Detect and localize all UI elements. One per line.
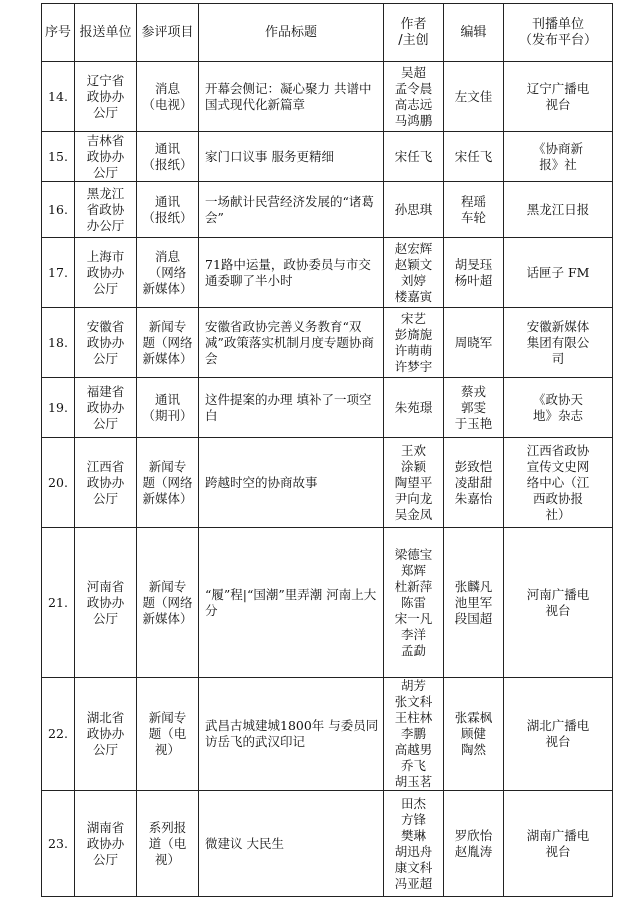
author-name: 孟令晨 [394, 80, 433, 96]
table-row [42, 678, 613, 791]
table-row [42, 528, 613, 678]
header-row [42, 4, 613, 62]
author-cell [384, 528, 444, 678]
author-name: 乔飞 [400, 758, 426, 773]
header-category: 参评项目 [137, 4, 199, 62]
submitting-unit: 福建省 政协办 公厅 [75, 378, 137, 438]
editor-name: 周晓军 [454, 334, 493, 350]
row-number: 22. [42, 678, 75, 791]
author-cell [384, 438, 444, 528]
editor-name: 杨叶超 [454, 272, 493, 288]
author-name: 高越男 [394, 742, 433, 757]
submitting-unit: 吉林省 政协办 公厅 [75, 132, 137, 182]
author-name: 李洋 [400, 626, 426, 642]
author-name: 宋任飞 [394, 148, 433, 164]
author-name: 陈雷 [400, 594, 426, 610]
editor-name: 罗欣怡 [454, 827, 493, 843]
editor-name: 车轮 [460, 209, 486, 225]
publisher: 河南广播电 视台 [504, 528, 613, 678]
header-author: 作者 /主创 [384, 4, 444, 62]
author-name: 赵宏辉 [394, 240, 433, 256]
submitting-unit: 湖南省 政协办 公厅 [75, 791, 137, 897]
publisher: 黑龙江日报 [504, 182, 613, 238]
entry-category: 新闻专 题（网络 新媒体） [137, 528, 199, 678]
author-name: 马鸿鹏 [394, 112, 433, 128]
row-number: 18. [42, 308, 75, 378]
editor-name: 蔡戎 [460, 383, 486, 399]
submitting-unit: 安徽省 政协办 公厅 [75, 308, 137, 378]
publisher: 辽宁广播电 视台 [504, 62, 613, 132]
entry-category: 消息 （电视） [137, 62, 199, 132]
row-number: 14. [42, 62, 75, 132]
work-title: 跨越时空的协商故事 [199, 438, 384, 528]
editor-cell [444, 132, 504, 182]
author-cell [384, 62, 444, 132]
table-row [42, 238, 613, 308]
entry-category: 通讯 （期刊） [137, 378, 199, 438]
table-row [42, 132, 613, 182]
work-title: 家门口议事 服务更精细 [199, 132, 384, 182]
submitting-unit: 湖北省 政协办 公厅 [75, 678, 137, 791]
editor-name: 顾健 [460, 726, 486, 741]
table-row [42, 438, 613, 528]
publisher: 湖南广播电 视台 [504, 791, 613, 897]
row-number: 19. [42, 378, 75, 438]
publisher: 湖北广播电 视台 [504, 678, 613, 791]
editor-cell [444, 528, 504, 678]
author-name: 胡迅舟 [394, 843, 433, 859]
submitting-unit: 上海市 政协办 公厅 [75, 238, 137, 308]
author-name: 田杰 [400, 795, 426, 811]
editor-name: 池里军 [454, 594, 493, 610]
editor-name: 陶然 [460, 742, 486, 757]
editor-name: 程瑶 [460, 193, 486, 209]
editor-name: 胡旻珏 [454, 256, 493, 272]
header-publisher: 刊播单位 （发布平台） [504, 4, 613, 62]
author-name: 樊琳 [400, 827, 426, 843]
author-name: 朱苑璟 [394, 399, 433, 415]
author-name: 吴超 [400, 64, 426, 80]
author-name: 许萌萌 [394, 342, 433, 358]
author-cell [384, 378, 444, 438]
table-row [42, 182, 613, 238]
header-title: 作品标题 [199, 4, 384, 62]
work-title: 微建议 大民生 [199, 791, 384, 897]
publisher: 《政协天 地》杂志 [504, 378, 613, 438]
author-name: 刘婷 [400, 272, 426, 288]
author-name: 郑辉 [400, 562, 426, 578]
author-name: 王欢 [400, 442, 426, 458]
table-row [42, 791, 613, 897]
editor-name: 左文佳 [454, 88, 493, 104]
row-number: 21. [42, 528, 75, 678]
author-cell [384, 308, 444, 378]
row-number: 16. [42, 182, 75, 238]
author-name: 宋一凡 [394, 610, 433, 626]
editor-cell [444, 678, 504, 791]
table-body [42, 62, 613, 897]
editor-cell [444, 438, 504, 528]
editor-name: 郭雯 [460, 399, 486, 415]
author-name: 宋艺 [400, 310, 426, 326]
work-title: 71路中运量，政协委员与市交通委聊了半小时 [199, 238, 384, 308]
editor-name: 张霖枫 [454, 710, 493, 725]
author-cell [384, 182, 444, 238]
entry-category: 系列报 道（电 视） [137, 791, 199, 897]
editor-cell [444, 182, 504, 238]
author-name: 许梦宇 [394, 358, 433, 374]
author-cell [384, 678, 444, 791]
author-name: 孙思琪 [394, 201, 433, 217]
author-name: 高志远 [394, 96, 433, 112]
author-name: 李鹏 [400, 726, 426, 741]
editor-name: 朱嘉怡 [454, 490, 493, 506]
author-name: 王柱林 [394, 710, 433, 725]
editor-cell [444, 308, 504, 378]
author-name: 康文科 [394, 859, 433, 875]
editor-name: 宋任飞 [454, 148, 493, 164]
row-number: 23. [42, 791, 75, 897]
row-number: 20. [42, 438, 75, 528]
work-title: 安徽省政协完善义务教育“双减”政策落实机制月度专题协商会 [199, 308, 384, 378]
author-name: 胡芳 [400, 678, 426, 693]
author-name: 胡玉茗 [394, 774, 433, 789]
author-name: 楼嘉寅 [394, 288, 433, 304]
editor-cell [444, 238, 504, 308]
author-name: 彭旖旎 [394, 326, 433, 342]
author-name: 方锋 [400, 811, 426, 827]
author-cell [384, 238, 444, 308]
publisher: 安徽新媒体 集团有限公 司 [504, 308, 613, 378]
awards-table [41, 3, 613, 897]
author-name: 吴金凤 [394, 506, 433, 522]
entry-category: 通讯 （报纸） [137, 182, 199, 238]
author-name: 赵颖文 [394, 256, 433, 272]
work-title: 武昌古城建城1800年 与委员同访岳飞的武汉印记 [199, 678, 384, 791]
table-row [42, 378, 613, 438]
author-name: 梁德宝 [394, 546, 433, 562]
header-editor: 编辑 [444, 4, 504, 62]
editor-name: 段国超 [454, 610, 493, 626]
editor-name: 凌甜甜 [454, 474, 493, 490]
submitting-unit: 河南省 政协办 公厅 [75, 528, 137, 678]
work-title: 这件提案的办理 填补了一项空白 [199, 378, 384, 438]
publisher: 江西省政协 宣传文史网 络中心（江 西政协报 社） [504, 438, 613, 528]
header-unit: 报送单位 [75, 4, 137, 62]
editor-name: 彭致恺 [454, 458, 493, 474]
author-name: 涂颖 [400, 458, 426, 474]
entry-category: 通讯 （报纸） [137, 132, 199, 182]
author-name: 杜新萍 [394, 578, 433, 594]
author-name: 尹向龙 [394, 490, 433, 506]
table-row [42, 308, 613, 378]
author-name: 冯亚超 [394, 875, 433, 891]
entry-category: 消息 （网络 新媒体） [137, 238, 199, 308]
editor-cell [444, 62, 504, 132]
editor-cell [444, 791, 504, 897]
editor-name: 赵胤涛 [454, 843, 493, 859]
entry-category: 新闻专 题（电 视） [137, 678, 199, 791]
submitting-unit: 辽宁省 政协办 公厅 [75, 62, 137, 132]
table-row [42, 62, 613, 132]
work-title: “履”程|“国潮”里弄潮 河南上大分 [199, 528, 384, 678]
submitting-unit: 江西省 政协办 公厅 [75, 438, 137, 528]
editor-name: 于玉艳 [454, 415, 493, 431]
author-cell [384, 132, 444, 182]
header-no: 序号 [42, 4, 75, 62]
editor-cell [444, 378, 504, 438]
work-title: 开幕会侧记：凝心聚力 共谱中国式现代化新篇章 [199, 62, 384, 132]
submitting-unit: 黑龙江 省政协 办公厅 [75, 182, 137, 238]
row-number: 17. [42, 238, 75, 308]
publisher: 话匣子 FM [504, 238, 613, 308]
author-name: 张文科 [394, 694, 433, 709]
entry-category: 新闻专 题（网络 新媒体） [137, 308, 199, 378]
work-title: 一场献计民营经济发展的“诸葛会” [199, 182, 384, 238]
author-name: 孟勐 [400, 642, 426, 658]
entry-category: 新闻专 题（网络 新媒体） [137, 438, 199, 528]
publisher: 《协商新 报》社 [504, 132, 613, 182]
author-cell [384, 791, 444, 897]
author-name: 陶望平 [394, 474, 433, 490]
editor-name: 张麟凡 [454, 578, 493, 594]
row-number: 15. [42, 132, 75, 182]
